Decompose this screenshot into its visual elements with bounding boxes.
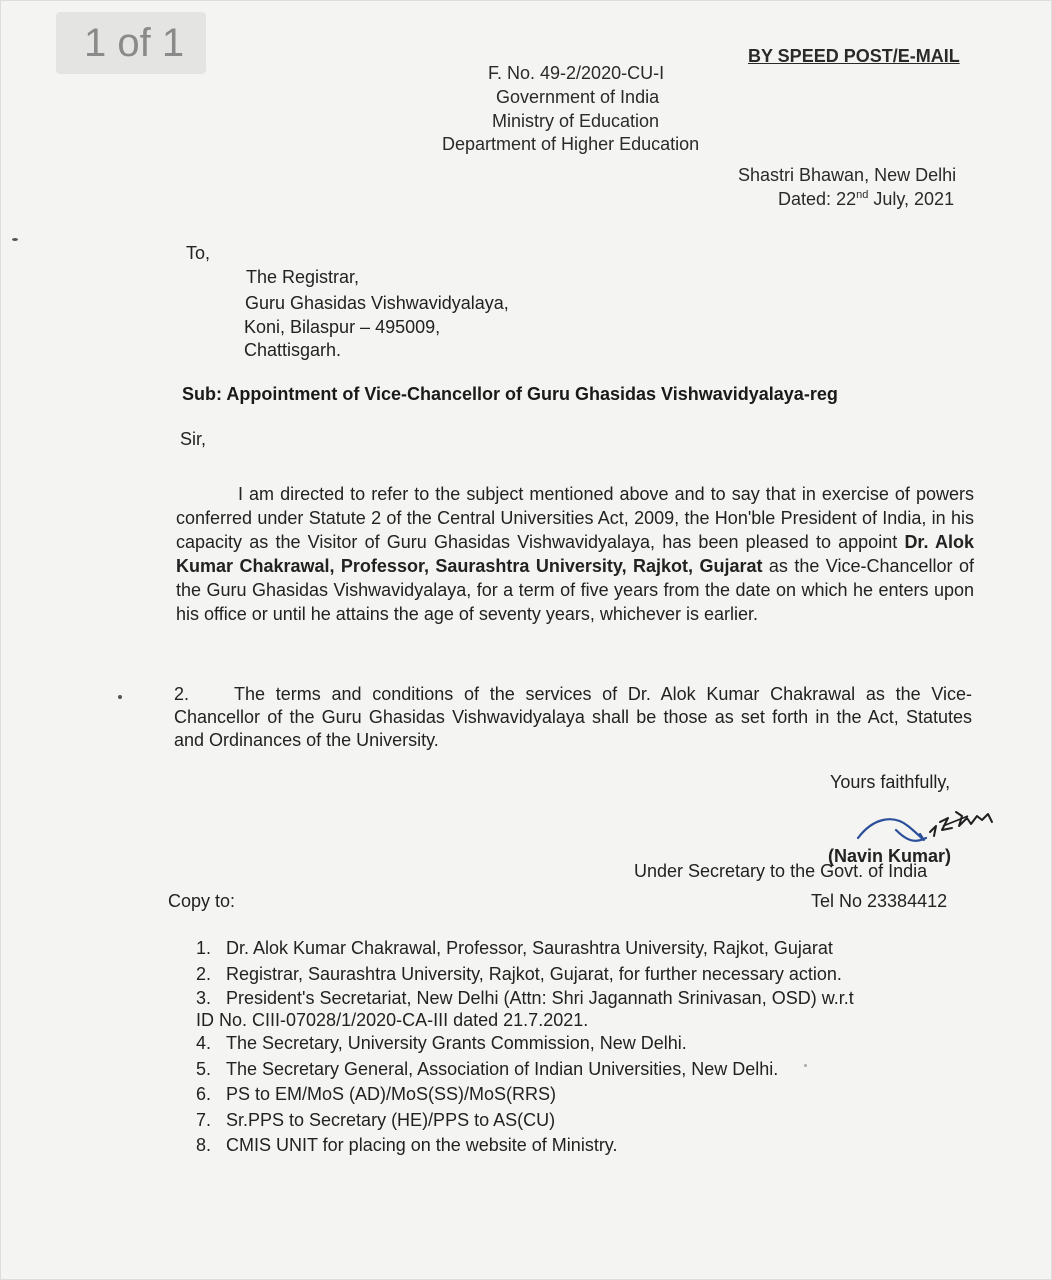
copy-to-number: 8. (196, 1135, 212, 1155)
paragraph-2-number: 2. (174, 684, 190, 704)
date-suffix: nd (856, 189, 869, 201)
scan-speck (12, 238, 18, 241)
addressee-line-4: Chattisgarh. (244, 340, 342, 360)
copy-to-text: President's Secretariat, New Delhi (Attn: Shri Jagannath Srinivasan, OSD) w.r.t (226, 988, 854, 1008)
copy-to-item (196, 1057, 976, 1083)
copy-to-number: 7. (196, 1109, 212, 1130)
copy-to-text-continued: ID No. CIII-07028/1/2020-CA-III dated 21.7.2021. (196, 1010, 589, 1030)
government-line: Government of India (496, 87, 660, 107)
subject-line (182, 384, 838, 405)
signatory-designation: Under Secretary to the Govt. of India (634, 861, 928, 881)
copy-to-number: 3. (196, 988, 212, 1008)
copy-to-text: The Secretary General, Association of Indian Universities, New Delhi. (226, 1058, 779, 1079)
copy-to-label: Copy to: (168, 891, 236, 911)
copy-to-item (196, 936, 976, 962)
page-counter: 1 of 1 (56, 12, 206, 74)
date-rest: July, 2021 (873, 189, 955, 209)
signatory-name: (Navin Kumar) (828, 846, 952, 866)
copy-to-item (196, 1133, 976, 1159)
signatory-telephone: Tel No 23384412 (811, 891, 948, 911)
copy-to-text: Registrar, Saurashtra University, Rajkot, Gujarat, for further necessary action. (226, 963, 842, 984)
copy-to-text: PS to EM/MoS (AD)/MoS(SS)/MoS(RRS) (226, 1084, 557, 1104)
scan-speck (118, 695, 122, 699)
copy-to-item (196, 1082, 976, 1108)
copy-to-item (196, 1031, 976, 1057)
copy-to-text: Sr.PPS to Secretary (HE)/PPS to AS(CU) (226, 1109, 556, 1130)
department-line: Department of Higher Education (442, 134, 700, 154)
paragraph-1-rest: as the Vice-Chancellor of the Guru Ghasidas Vishwavidyalaya, for a term of five years from the date on which he enters upon his office or until he attains the age of seventy years, whichever is earlier. (176, 556, 974, 624)
delivery-mode: BY SPEED POST/E-MAIL (748, 46, 960, 66)
to-label: To, (186, 243, 211, 263)
subject-label: Sub: (182, 384, 222, 404)
copy-to-text: Dr. Alok Kumar Chakrawal, Professor, Saurashtra University, Rajkot, Gujarat (226, 938, 833, 958)
paragraph-1 (176, 482, 974, 626)
subject-text: Appointment of Vice-Chancellor of Guru Ghasidas Vishwavidyalaya-reg (226, 384, 838, 404)
paragraph-1-intro: I am directed to refer to the subject mentioned above and to say that in exercise of powers conferred under Statute 2 of the Central Universities Act, 2009, the Hon'ble President of India, in his capacity as the Visitor of Guru Ghasidas Vishwavidyalaya, has been pleased to appoint (176, 484, 974, 552)
copy-to-item (196, 987, 976, 1031)
paragraph-2: The terms and conditions of the services of Dr. Alok Kumar Chakrawal as the Vice-Chancellor of the Guru Ghasidas Vishwavidyalaya shall be those as set forth in the Act, Statutes and Ordinances of the University. (174, 684, 972, 750)
date-day: 22 (836, 189, 857, 209)
copy-to-text: The Secretary, University Grants Commission, New Delhi. (226, 1033, 687, 1053)
copy-to-list (196, 936, 976, 1159)
copy-to-number: 6. (196, 1084, 212, 1104)
addressee-line-1: The Registrar, (246, 267, 360, 287)
ministry-line: Ministry of Education (492, 111, 660, 131)
copy-to-number: 1. (196, 938, 212, 958)
salutation: Sir, (180, 429, 207, 449)
date-line (778, 189, 954, 210)
copy-to-number: 5. (196, 1058, 212, 1079)
copy-to-number: 2. (196, 963, 212, 984)
place-line: Shastri Bhawan, New Delhi (738, 165, 957, 185)
addressee-line-3: Koni, Bilaspur – 495009, (244, 317, 441, 337)
copy-to-item (196, 962, 976, 988)
date-label: Dated: (778, 189, 832, 209)
appointee-name: Dr. Alok Kumar Chakrawal, Professor, Saurashtra University, Rajkot, Gujarat (176, 532, 974, 576)
addressee-line-2: Guru Ghasidas Vishwavidyalaya, (245, 293, 509, 313)
scan-speck (804, 1064, 807, 1067)
copy-to-item (196, 1108, 976, 1134)
copy-to-number: 4. (196, 1033, 212, 1053)
file-number: F. No. 49-2/2020-CU-I (488, 63, 665, 83)
copy-to-text: CMIS UNIT for placing on the website of Ministry. (226, 1135, 618, 1155)
closing: Yours faithfully, (830, 772, 951, 792)
